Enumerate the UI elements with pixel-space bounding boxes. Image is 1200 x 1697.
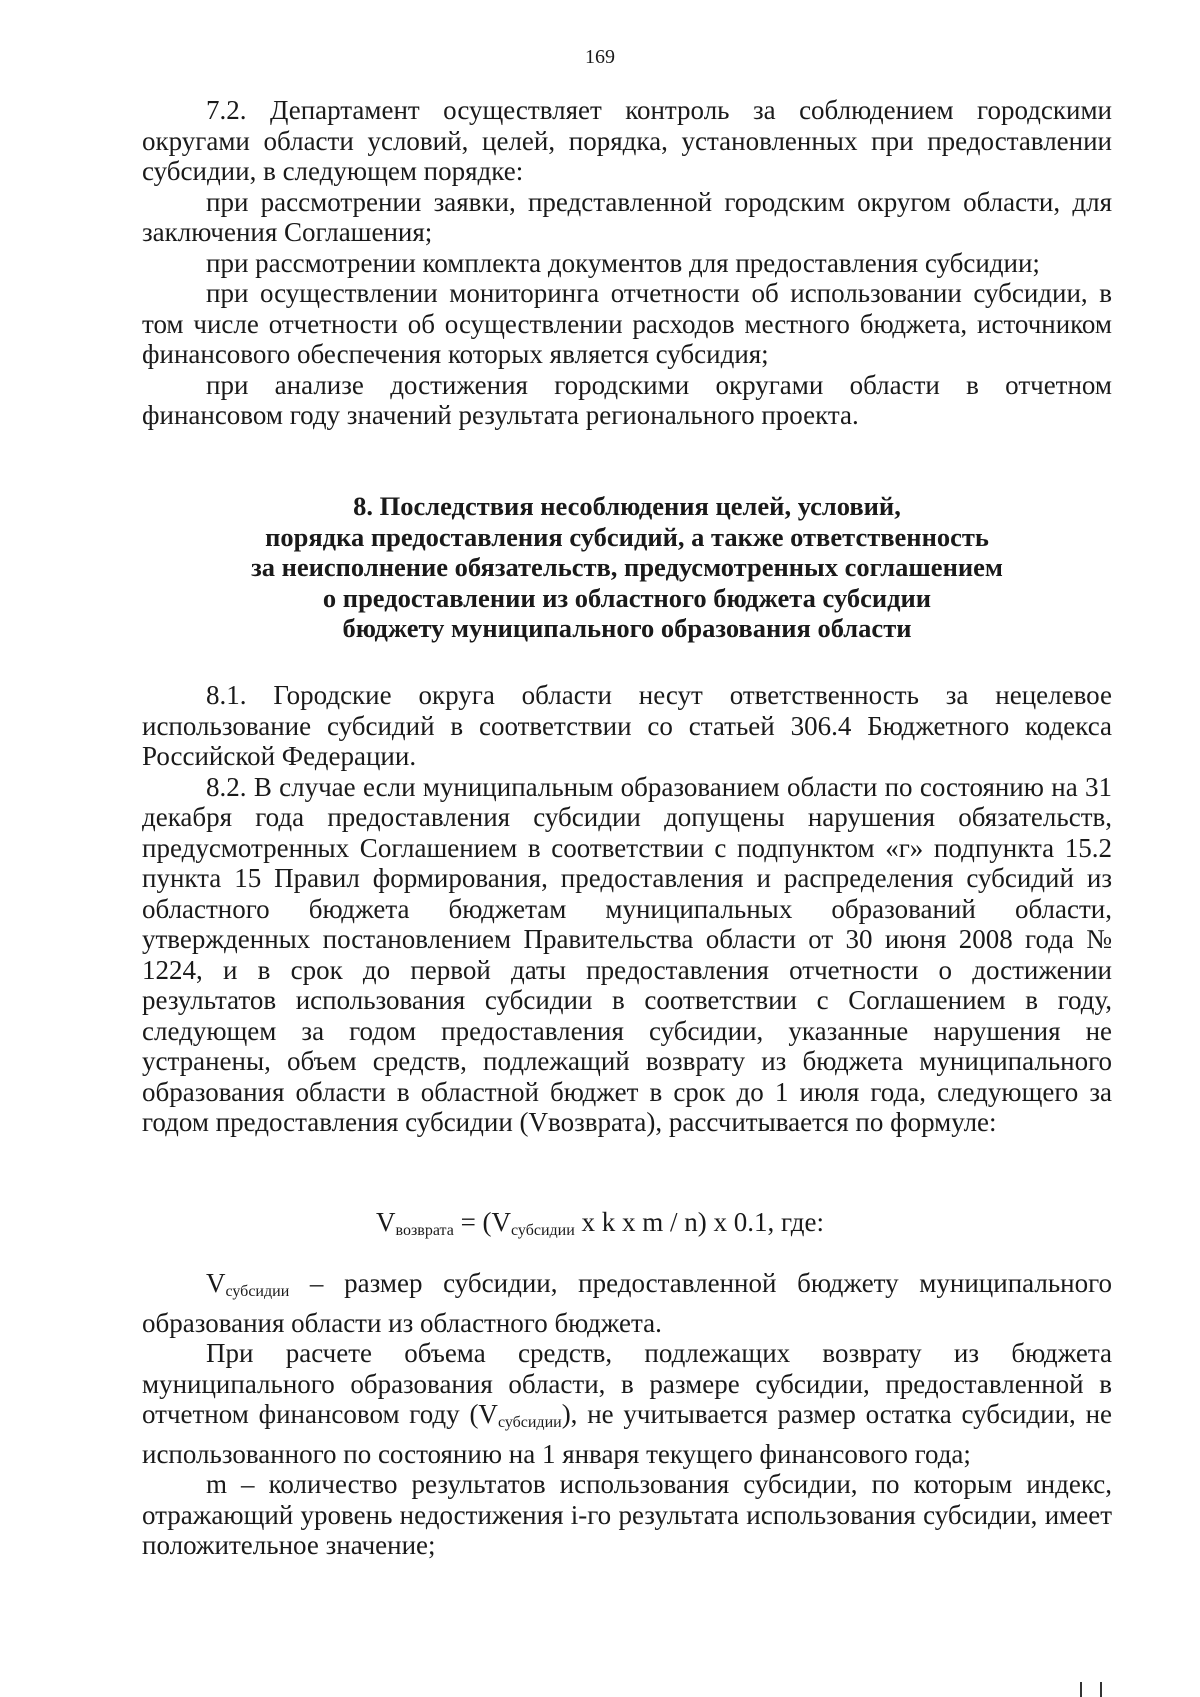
control-item-monitoring: при осуществлении мониторинга отчетности об использовании субсидии, в том числе отчетности об осуществлении расходов местного бюджета, источником финансового обеспечения которых является субсидия; — [142, 278, 1112, 369]
paragraph-7-2: 7.2. Департамент осуществляет контроль за соблюдением городскими округами области условий, целей, порядка, установленных при предоставлении субсидии, в следующем порядке: — [142, 95, 1112, 186]
heading-line: за неисполнение обязательств, предусмотренных соглашением — [251, 552, 1003, 582]
section-8-heading — [142, 491, 1112, 644]
var-sub: субсидии — [225, 1283, 290, 1300]
formula-sub-subsidy: субсидии — [511, 1222, 575, 1239]
calc-note-end: ), не учитывается размер остатка субсидии, не использованного по состоянию на 1 января текущего финансового года; — [142, 1399, 1112, 1469]
formula-v: V — [376, 1207, 396, 1237]
formula-rest: x k x m / n) x 0.1, где: — [574, 1207, 824, 1237]
var-v: V — [206, 1268, 226, 1298]
heading-line: о предоставлении из областного бюджета субсидии — [322, 582, 932, 613]
calc-note-start: При расчете объема средств, подлежащих возврату из бюджета муниципального образования области, в размере субсидии, предоставленной в отчетном финансовом году (V — [142, 1338, 1112, 1429]
page-number: 169 — [585, 46, 615, 68]
section-8-body — [142, 680, 1112, 1138]
control-item-documents: при рассмотрении комплекта документов для предоставления субсидии; — [206, 247, 1040, 278]
section-7-2 — [142, 95, 1112, 431]
paragraph-8-2: 8.2. В случае если муниципальным образованием области по состоянию на 31 декабря года предоставления субсидии допущены нарушения обязательств, предусмотренных Соглашением в соответствии с подпунктом «г» подпункта 15.2 пункта 15 Правил формирования, предоставления и распределения субсидий из областного бюджета бюджетам муниципальных образований области, утвержденных постановлением Правительства области от 30 июня 2008 года № 1224, и в срок до первой даты предоставления отчетности о достижении результатов использования субсидии в соответствии с Соглашением в году, следующем за годом предоставления субсидии, указанные нарушения не устранены, объем средств, подлежащий возврату из бюджета муниципального образования области в областной бюджет в срок до 1 июля года, следующего за годом предоставления субсидии (Vвозврата), рассчитывается по формуле: — [142, 771, 1112, 1137]
paragraph-8-1: 8.1. Городские округа области несут ответственность за нецелевое использование субсидий в соответствии со статьей 306.4 Бюджетного кодекса Российской Федерации. — [142, 680, 1112, 771]
control-item-application: при рассмотрении заявки, представленной городским округом области, для заключения Соглашения; — [142, 186, 1112, 247]
calc-note-sub: субсидии — [497, 1414, 562, 1431]
control-item-analysis: при анализе достижения городскими округами области в отчетном финансовом году значений результата регионального проекта. — [142, 369, 1112, 430]
heading-line: 8. Последствия несоблюдения целей, условий, — [353, 491, 901, 521]
definition-m: m – количество результатов использования субсидии, по которым индекс, отражающий уровень недостижения i-го результата использования субсидии, имеет положительное значение; — [142, 1469, 1112, 1560]
heading-line: бюджету муниципального образования области — [342, 613, 912, 643]
calc-note — [142, 1338, 1112, 1469]
formula-definitions — [142, 1268, 1112, 1561]
formula-equals: = (V — [453, 1207, 512, 1237]
heading-line: порядка предоставления субсидий, а также ответственность — [265, 521, 989, 552]
scan-margin-marks — [1074, 1682, 1114, 1697]
return-formula — [0, 1207, 1200, 1246]
definition-v-subsidy — [142, 1268, 1112, 1338]
formula-sub-return: возврата — [395, 1222, 454, 1239]
definition-text: – размер субсидии, предоставленной бюджету муниципального образования области из областного бюджета. — [142, 1268, 1112, 1338]
